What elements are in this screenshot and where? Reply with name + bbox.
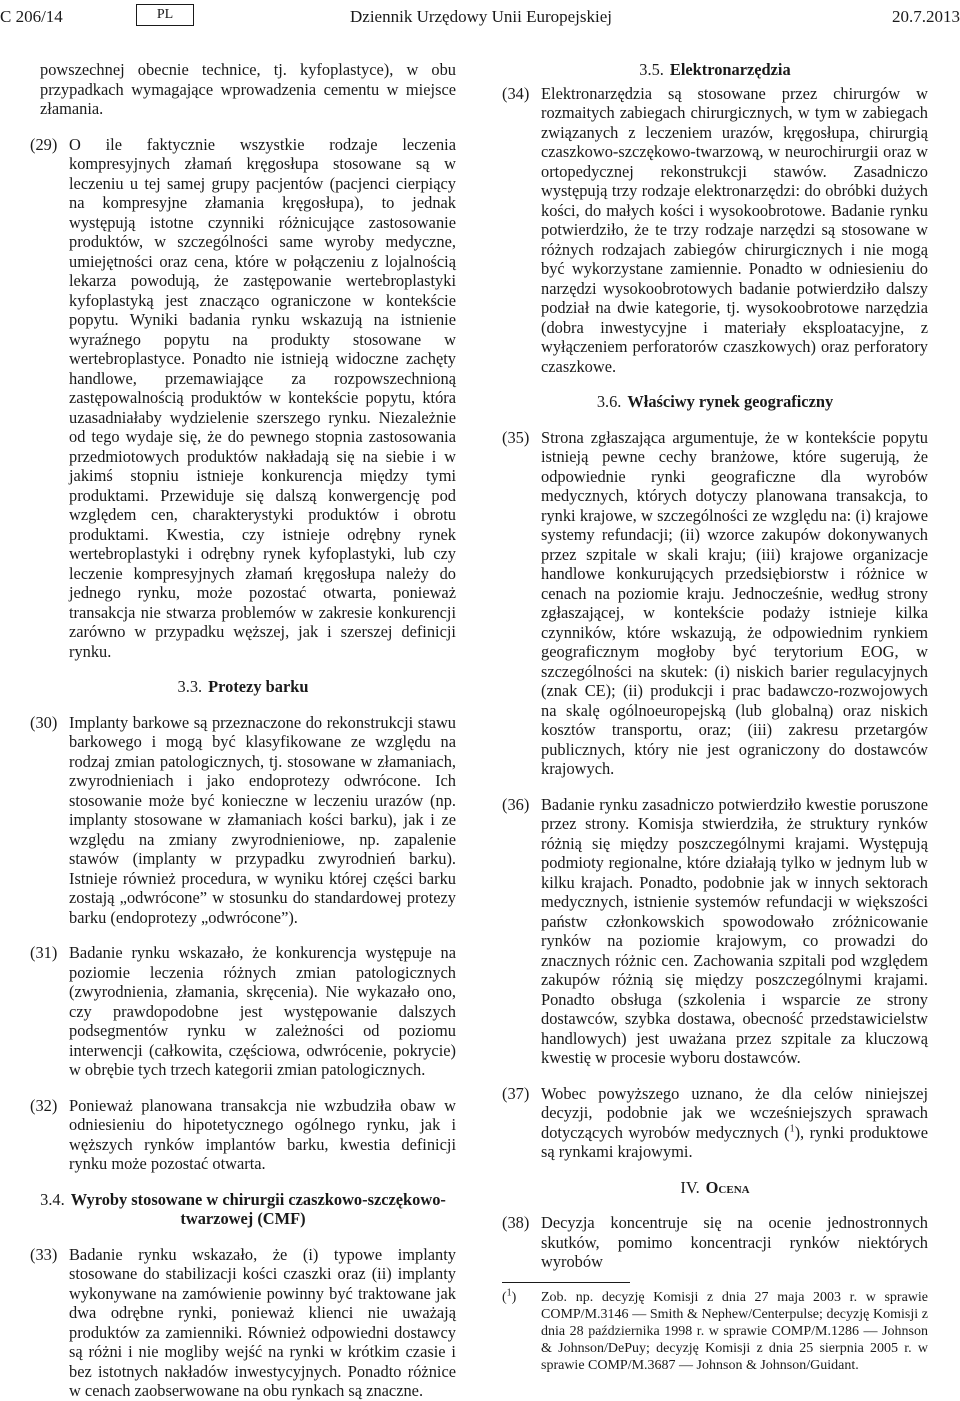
paragraph-text: Badanie rynku wskazało, że konkurencja występuje na poziomie leczenia różnych zmian patologicznych (zwyrodnienia, złamania, skręcenia). Nie wykazało ono, czy prawdopodobne jest występowanie dalszych podsegmentów rynku w zależności od poziomu interwencji (całkowita, częściowa, odwrócenie, pokrycie) w obrębie tych trzech kategorii zmian patologicznych. <box>69 943 456 1079</box>
section-number: 3.5. <box>639 60 664 79</box>
paragraph-35 <box>502 428 928 779</box>
paragraph-31 <box>30 943 456 1080</box>
section-heading-3-6 <box>502 392 928 412</box>
footnote-text: Zob. np. decyzję Komisji z dnia 27 maja 2003 r. w sprawie COMP/M.3146 — Smith & Nephew/Centerpulse; decyzję Komisji z dnia 28 października 1998 r. w sprawie COMP/M.1286 — Johnson & Johnson/DePuy; decyzję Komisji z dnia 25 sierpnia 2005 r. w sprawie COMP/M.3687 — Johnson & Johnson/Guidant. <box>541 1289 928 1373</box>
section-heading-3-3 <box>30 677 456 697</box>
paragraph-32 <box>30 1096 456 1174</box>
section-heading-iv <box>502 1178 928 1198</box>
section-title: Protezy barku <box>208 677 309 696</box>
footnote-1 <box>502 1286 928 1374</box>
journal-title: Dziennik Urzędowy Unii Europejskiej <box>350 7 613 26</box>
footnote-bracket: ( <box>502 1289 507 1305</box>
paragraph-number: (37) <box>502 1083 530 1103</box>
footnote-marker: 1 <box>506 1286 512 1298</box>
language-box: PL <box>136 4 194 26</box>
paragraph-36 <box>502 795 928 1068</box>
paragraph-number: (33) <box>30 1244 58 1264</box>
paragraph-30 <box>30 713 456 928</box>
section-number: IV. <box>680 1177 700 1197</box>
paragraph-text: Implanty barkowe są przeznaczone do rekonstrukcji stawu barkowego i mogą być klasyfikowane ze względu na rodzaj zmian patologicznych, tj. stosowane w złamaniach, zwyrodnieniach i jako endoprotezy odwrócone. Ich stosowanie może być konieczne w leczeniu urazów (np. implanty stosowane w złamaniach kości barku), jak i ze względu na zmiany zwyrodnieniowe, np. zapalenie stawów (implanty w przypadku zwyrodnień barku). Istnieje również procedura, w wyniku której części barku zostają „odwrócone” w stosunku do standardowej protezy barku (endoprotezy „odwrócone”). <box>69 712 456 927</box>
journal-reference: C 206/14 <box>0 7 63 26</box>
right-column <box>502 60 928 1374</box>
paragraph-34 <box>502 84 928 377</box>
section-number: 3.4. <box>40 1189 65 1209</box>
paragraph-text: O ile faktycznie wszystkie rodzaje leczenia kompresyjnych złamań kręgosłupa stosowane są w leczeniu u tej samej grupy pacjentów (pacjenci cierpiący na kompresyjne złamania kręgosłupa), to jednak występują istotne czynniki różnicujące zastosowanie produktów, w szczególności same wyroby medyczne, umiejętności oraz cena, które w połączeniu z lojalnością lekarza powodują, że zastępowanie wertebroplastyki kyfoplastyką jest znacząco ograniczone w kontekście popytu. Wyniki badania rynku wskazują na istnienie wyraźnego popytu na produkty stosowane w wertebroplastyce. Ponadto nie istnieją widoczne zachęty handlowe, przemawiające za rozpowszechnioną zastępowalnością produktów w kontekście popytu, która uzasadniałaby wydzielenie szerszego rynku. Niezależnie od tego wydaje się, że do pewnego stopnia zastosowania przedmiotowych produktów nakładają się na siebie i w jakimś stopniu istnieje konkurencja między tymi produktami. Przewiduje się dalszą konwergencję pod względem cen, charakterystyki produktów i obrotu produktami. Kwestia, czy istnieje odrębny rynek wertebroplastyki i odrębny rynek kyfoplastyki, lub czy leczenie kompresyjnych złamań kręgosłupa należy do jednego rynku, może pozostać otwarta, ponieważ transakcja nie stwarza problemów w zakresie konkurencji zarówno w przypadku węższej, jak i szerszej definicji rynku. <box>69 134 456 661</box>
footnote-divider <box>502 1282 630 1283</box>
footnote-bracket: ) <box>511 1289 517 1305</box>
paragraph-text-part: ), rynki produktowe są rynkami krajowymi. <box>541 1122 928 1161</box>
paragraph-number: (29) <box>30 134 58 154</box>
paragraph-text <box>541 1084 928 1162</box>
paragraph-38 <box>502 1213 928 1272</box>
page-header <box>0 4 960 30</box>
paragraph-text: Badanie rynku zasadniczo potwierdziło kwestie poruszone przez strony. Komisja stwierdziła, że struktury rynków różnią się między poszczególnymi krajami. Występują podmioty regionalne, które działają tylko w jednym lub w kilku krajach. Ponadto, podobnie jak w innych sektorach medycznych, istnienie systemów refundacji w większości państw członkowskich spowodowało zróżnicowanie rynków na poziomie krajowym, co prowadzi do znacznych różnic cen. Zachowania szpitali pod względem zakupów różnią się między poszczególnymi krajami. Ponadto obsługa (szkolenia i wsparcie ze strony dostawców, szybka dostawa, obecność przedstawicielstw handlowych) jest uważana przez szpitale za kluczową kwestię w procesie wyboru dostawców. <box>541 794 928 1067</box>
section-number: 3.3. <box>177 677 203 696</box>
paragraph-text: Elektronarzędzia są stosowane przez chirurgów w rozmaitych zabiegach chirurgicznych, w tym w zabiegach związanych z leczeniem urazów, kręgosłupa, chirurgią czaszkowo-szczękowo-twarzową, w neurochirurgii oraz w ortopedycznej rekonstrukcji stawów. Zasadniczo występują trzy rodzaje elektronarzędzi: do obróbki dużych kości, do małych kości i wysokoobrotowe. Badanie rynku potwierdziło, że te trzy rodzaje narzędzi są stosowane w różnych rodzajach zabiegów chirurgicznych i nie mogą być wykorzystane zamiennie. Ponadto w odniesieniu do narzędzi wysokoobrotowych badanie potwierdziło dalszy podział na dwie kategorie, tj. wysokoobrotowe narzędzia (dobra inwestycyjne i materiały eksploatacyjne, z wyłączeniem perforatorów czaszkowych) oraz perforatory czaszkowe. <box>541 83 928 376</box>
paragraph-number: (34) <box>502 83 530 103</box>
paragraph-number: (30) <box>30 712 58 732</box>
paragraph-number: (35) <box>502 427 530 447</box>
paragraph-text-part: Wobec powyższego uznano, że dla celów niniejszej decyzji, podobnie jak we wcześniejszych sprawach dotyczących wyrobów medycznych ( <box>541 1083 928 1142</box>
section-heading-3-4 <box>30 1190 456 1229</box>
section-title: Właściwy rynek geograficzny <box>627 392 834 411</box>
section-title: Ocena <box>705 1177 750 1197</box>
section-title: Elektronarzędzia <box>669 60 791 79</box>
paragraph-33 <box>30 1245 456 1401</box>
paragraph-37 <box>502 1084 928 1162</box>
paragraph-text: Ponieważ planowana transakcja nie wzbudziła obaw w odniesieniu do hipotetycznego ogólnego rynku, jak i węższych rynków implantów barku, kwestia definicji rynku może pozostać otwarta. <box>69 1095 456 1173</box>
paragraph-number: (38) <box>502 1213 530 1232</box>
footnote-reference[interactable]: 1 <box>789 1123 795 1135</box>
paragraph-number: (36) <box>502 794 530 814</box>
paragraph-number: (31) <box>30 943 58 962</box>
paragraph-text: Badanie rynku wskazało, że (i) typowe implanty stosowane do stabilizacji kości czaszki oraz (ii) implanty wykonywane na zamówienie powinny być traktowane jak dwa odrębne rynki, ponieważ klienci nie uważają produktów za zamienniki. Również odpowiedni dostawcy są różni i nie mogliby wejść na rynki w krótkim czasie i bez istotnych nakładów inwestycyjnych. Ponadto różnice w cenach zaobserwowane na obu rynkach są znaczne. <box>69 1244 456 1400</box>
paragraph-29 <box>30 135 456 662</box>
footnote-number <box>502 1286 517 1306</box>
section-heading-3-5 <box>502 60 928 80</box>
section-number: 3.6. <box>596 392 622 411</box>
publication-date: 20.7.2013 <box>892 7 960 26</box>
section-title: Wyroby stosowane w chirurgii czaszkowo-szczękowo-twarzowej (CMF) <box>70 1189 446 1228</box>
paragraph-text: Decyzja koncentruje się na ocenie jednostronnych skutków, pomimo koncentracji rynków niektórych wyrobów <box>541 1213 928 1271</box>
paragraph-number: (32) <box>30 1095 58 1115</box>
continued-paragraph: powszechnej obecnie technice, tj. kyfoplastyce), w obu przypadkach wymagające wprowadzenia cementu w miejsce złamania. <box>40 60 456 118</box>
left-column <box>30 60 456 1401</box>
paragraph-text: Strona zgłaszająca argumentuje, że w kontekście popytu istnieją pewne cechy branżowe, które sugerują, że odpowiednie rynki geograficzne dla wyrobów medycznych, których dotyczy planowana transakcja, to rynki krajowe, w szczególności ze względu na: (i) krajowe systemy refundacji; (ii) wzorce zakupów dokonywanych przez szpitale w skali kraju; (iii) krajowe organizacje handlowe konkurujących przedsiębiorstw i różnice w cenach na poziomie kraju. Jednocześnie, według strony zgłaszającej, w kontekście podaży istnieje kilka czynników, które wskazują, że odpowiednim rynkiem geograficznym mogłoby być terytorium EOG, w szczególności na skutek: (i) niskich barier regulacyjnych (znak CE); (ii) produkcji i prac badawczo-rozwojowych na skalę ogólnoeuropejską (lub globalną) oraz niskich kosztów transportu, oraz; (iii) zakresu przetargów publicznych, który nie jest ograniczony do dostawców krajowych. <box>541 427 928 778</box>
